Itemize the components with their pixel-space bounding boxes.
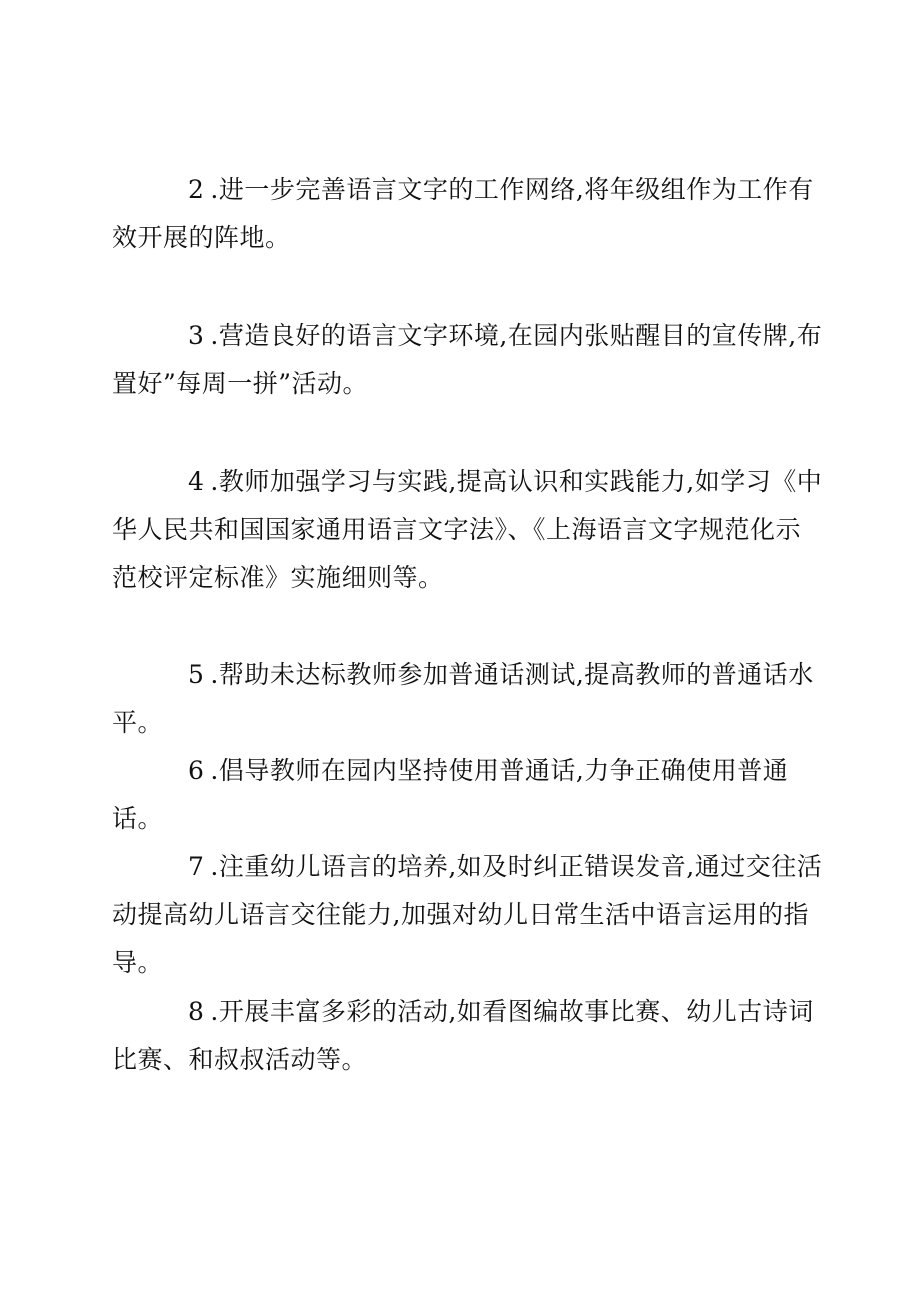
list-item-5	[112, 651, 824, 747]
item-number: 6	[188, 756, 205, 785]
item-number: 4	[188, 467, 205, 496]
item-number: 3	[188, 321, 205, 350]
item-number: 5	[188, 660, 205, 689]
list-item-3	[112, 312, 824, 408]
list-item-6	[112, 747, 824, 843]
item-text: .注重幼儿语言的培养,如及时纠正错误发音,通过交往活动提高幼儿语言交往能力,加强对幼儿日常生活中语言运用的指导。	[112, 852, 823, 977]
item-text: .开展丰富多彩的活动,如看图编故事比赛、幼儿古诗词比赛、和叔叔活动等。	[112, 997, 814, 1074]
item-number: 7	[188, 852, 205, 881]
list-item-4	[112, 458, 824, 602]
item-text: .倡导教师在园内坚持使用普通话,力争正确使用普通话。	[112, 756, 789, 833]
list-item-2	[112, 166, 824, 262]
item-text: .进一步完善语言文字的工作网络,将年级组作为工作有效开展的阵地。	[112, 175, 814, 252]
list-item-7	[112, 843, 824, 987]
item-number: 2	[188, 175, 205, 204]
item-text: .营造良好的语言文字环境,在园内张贴醒目的宣传牌,布置好”每周一拼”活动。	[112, 321, 823, 398]
item-text: .帮助未达标教师参加普通话测试,提高教师的普通话水平。	[112, 660, 814, 737]
item-text: .教师加强学习与实践,提高认识和实践能力,如学习《中华人民共和国国家通用语言文字法》、《上海语言文字规范化示范校评定标准》实施细则等。	[112, 467, 823, 592]
item-number: 8	[188, 997, 205, 1026]
list-item-8	[112, 988, 824, 1084]
